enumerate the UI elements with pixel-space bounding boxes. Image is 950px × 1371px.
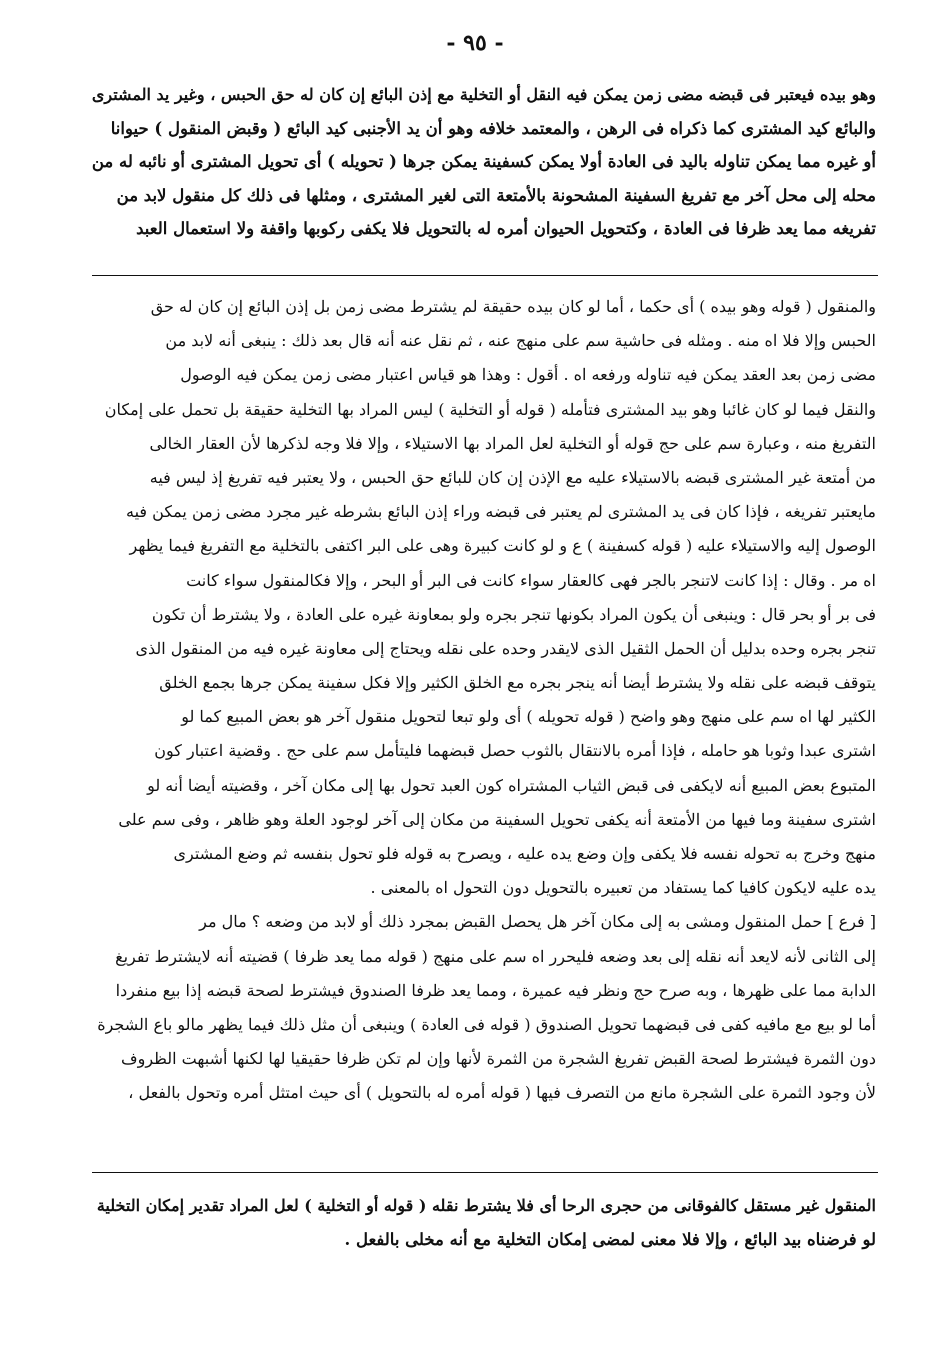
commentary-line: من أمتعة غير المشترى قبضه بالاستيلاء عليه مع الإذن إن كان للبائع حق الحبس ، ولا يعتبر فيه تفريغ إذ ليس فيه <box>149 467 876 487</box>
page-number: - ٩٥ - <box>446 30 504 56</box>
commentary-line: والنقل فيما لو كان غائبا وهو بيد المشترى فتأمله ( قوله أو التخلية ) ليس المراد بها التخلية حقيقة بل تحمل على إمكان <box>104 399 876 419</box>
commentary-text <box>80 290 876 1111</box>
commentary-line: دون الثمرة فيشترط لصحة القبض تفريغ الشجرة من الثمرة لأنها وإن لم تكن ظرفا حقيقيا لها لكنها أشبهت الظروف <box>121 1049 876 1069</box>
commentary-line: الحبس وإلا فلا اه منه . ومثله فى حاشية سم على منهج عنه ، ثم نقل عنه أنه قال بعد ذلك : ينبغى أنه لابد من <box>165 331 876 351</box>
commentary-line: يده عليه لايكون كافيا كما يستفاد من تعبيره بالتحويل دون التحول اه بالمعنى . <box>370 878 876 898</box>
commentary-line: [ فرع ] حمل المنقول ومشى به إلى مكان آخر هل يحصل القبض بمجرد ذلك أو لابد من وضعه ؟ مال مر <box>199 912 876 932</box>
commentary-line: مضى زمن بعد العقد يمكن فيه تناوله ورفعه اه . أقول : وهذا هو قياس اعتبار مضى زمن يمكن فيه الوصول <box>180 365 876 385</box>
commentary-line: والمنقول ( قوله وهو بيده ) أى حكما ، أما لو كان بيده حقيقة لم يشترط مضى زمن بل إذن البائع إن كان له حق <box>150 297 876 316</box>
commentary-line: المتبوع بعض المبيع أنه لايكفى فى قبض الثياب المشتراه كون العبد تحول بها إلى مكان آخر ، وقضيته أيضا أنه لو <box>147 775 876 795</box>
commentary-line: التفريغ منه ، وعبارة سم على حج قوله أو التخلية لعل المراد بها الاستيلاء ، وإلا فلا وجه لذكرها لأن العقار الخالى <box>149 433 876 453</box>
commentary-line: أما لو بيع مع مافيه كفى فى قبضهما تحويل الصندوق ( قوله فى العادة ) وينبغى أن مثل ذلك فيما يظهر مالو باع الشجرة <box>97 1014 876 1034</box>
commentary-line: الوصول إليه والاستيلاء عليه ( قوله كسفينة ) ع و لو كانت كبيرة وهى على البر اكتفى بالتخلية مع التفريغ فيما يظهر <box>129 536 876 556</box>
divider-line <box>92 1172 878 1173</box>
footnote-text <box>80 1189 876 1257</box>
main-line: وهو بيده فيعتبر فى قبضه مضى زمن يمكن فيه النقل أو التخلية مع إذن البائع إن كان له حق الحبس ، وغير يد المشترى <box>91 85 876 104</box>
commentary-line: إلى الثانى لأنه لايعد أنه نقله إلى بعد وضعه فليحرر اه سم على منهج ( قوله مما يعد ظرفا ) قضيته أنه لايشترط تفريغ <box>115 946 876 966</box>
commentary-line: اشترى سفينة وما فيها من الأمتعة أنه يكفى تحويل السفينة من مكان إلى آخر لوجود العلة وهو ظاهر ، وفى سم على <box>118 809 876 829</box>
main-line: أو غيره مما يمكن تناوله باليد فى العادة أولا يمكن كسفينة يمكن جرها ( تحويله ) أى تحويل المشترى أو نائبه له من <box>91 152 876 171</box>
commentary-line: مايعتبر تفريغه ، فإذا كان فى يد المشترى لم يعتبر فى قبضه وراء إذن البائع بشرطه غير مجرد مضى زمن يمكن فيه <box>126 502 876 522</box>
commentary-line: منهج وخرج به تحوله نفسه فلا يكفى وإن وضع يده عليه ، ويصرح به قوله فلو تحول بنفسه ثم وضع المشترى <box>173 844 876 863</box>
commentary-line: فى بر أو بحر قال : وينبغى أن يكون المراد بكونها تنجر بجره ولو بمعاونة غيره على العادة ، ولا يشترط أن تكون <box>151 604 876 624</box>
commentary-line: اه مر . وقال : إذا كانت لاتنجر بالجر فهى كالعقار سواء كانت فى البر أو البحر ، وإلا فكالمنقول سواء كانت <box>186 570 876 590</box>
commentary-line: لأن وجود الثمرة على الشجرة مانع من التصرف فيها ( قوله أمره له بالتحويل ) أى حيث امتثل أمره وتحول بالفعل ، <box>128 1083 876 1103</box>
footnote-line: المنقول غير مستقل كالفوقانى من حجرى الرحا أى فلا يشترط نقله ( قوله أو التخلية ) لعل المراد تقدير إمكان التخلية <box>96 1196 876 1215</box>
main-text <box>80 78 876 246</box>
footnote-line: لو فرضناه بيد البائع ، وإلا فلا معنى لمضى إمكان التخلية مع أنه مخلى بالفعل . <box>344 1230 876 1249</box>
main-line: والبائع كيد المشترى كما ذكراه فى الرهن ، والمعتمد خلافه وهو أن يد الأجنبى كيد البائع ( وقبض المنقول ) حيوانا <box>110 118 876 138</box>
main-line: محله إلى محل آخر مع تفريغ السفينة المشحونة بالأمتعة التى لغير المشترى ، ومثلها فى ذلك كل منقول لابد من <box>116 185 876 205</box>
divider-line <box>92 275 878 276</box>
commentary-line: الكثير لها اه سم على منهج وهو واضح ( قوله تحويله ) أى ولو تبعا لتحويل منقول آخر هو بعض المبيع كما لو <box>181 707 876 727</box>
commentary-line: الدابة مما على ظهرها ، وبه صرح حج ونظر فيه عميرة ، ومما يعد ظرفا الصندوق فيشترط لصحة قبضه إذا بيع منفردا <box>115 980 876 1000</box>
commentary-line: تنجر بجره وحده بدليل أن الحمل الثقيل الذى لايقدر وحده على نقله ويحتاج إلى معاونة غيره فيه من المنقول الذى <box>135 638 876 658</box>
commentary-line: يتوقف قبضه على نقله ولا يشترط أيضا أنه ينجر بجره مع الخلق الكثير وإلا فكل سفينة يمكن جرها بجمع الخلق <box>159 673 876 693</box>
main-line: تفريغه مما يعد ظرفا فى العادة ، وكتحويل الحيوان أمره له بالتحويل فلا يكفى ركوبها واقفة ولا استعمال العبد <box>136 219 876 238</box>
commentary-line: اشترى عبدا وثوبا هو حامله ، فإذا أمره بالانتقال بالثوب حصل قبضهما فليتأمل سم على حج . وقضية اعتبار كون <box>154 741 876 761</box>
